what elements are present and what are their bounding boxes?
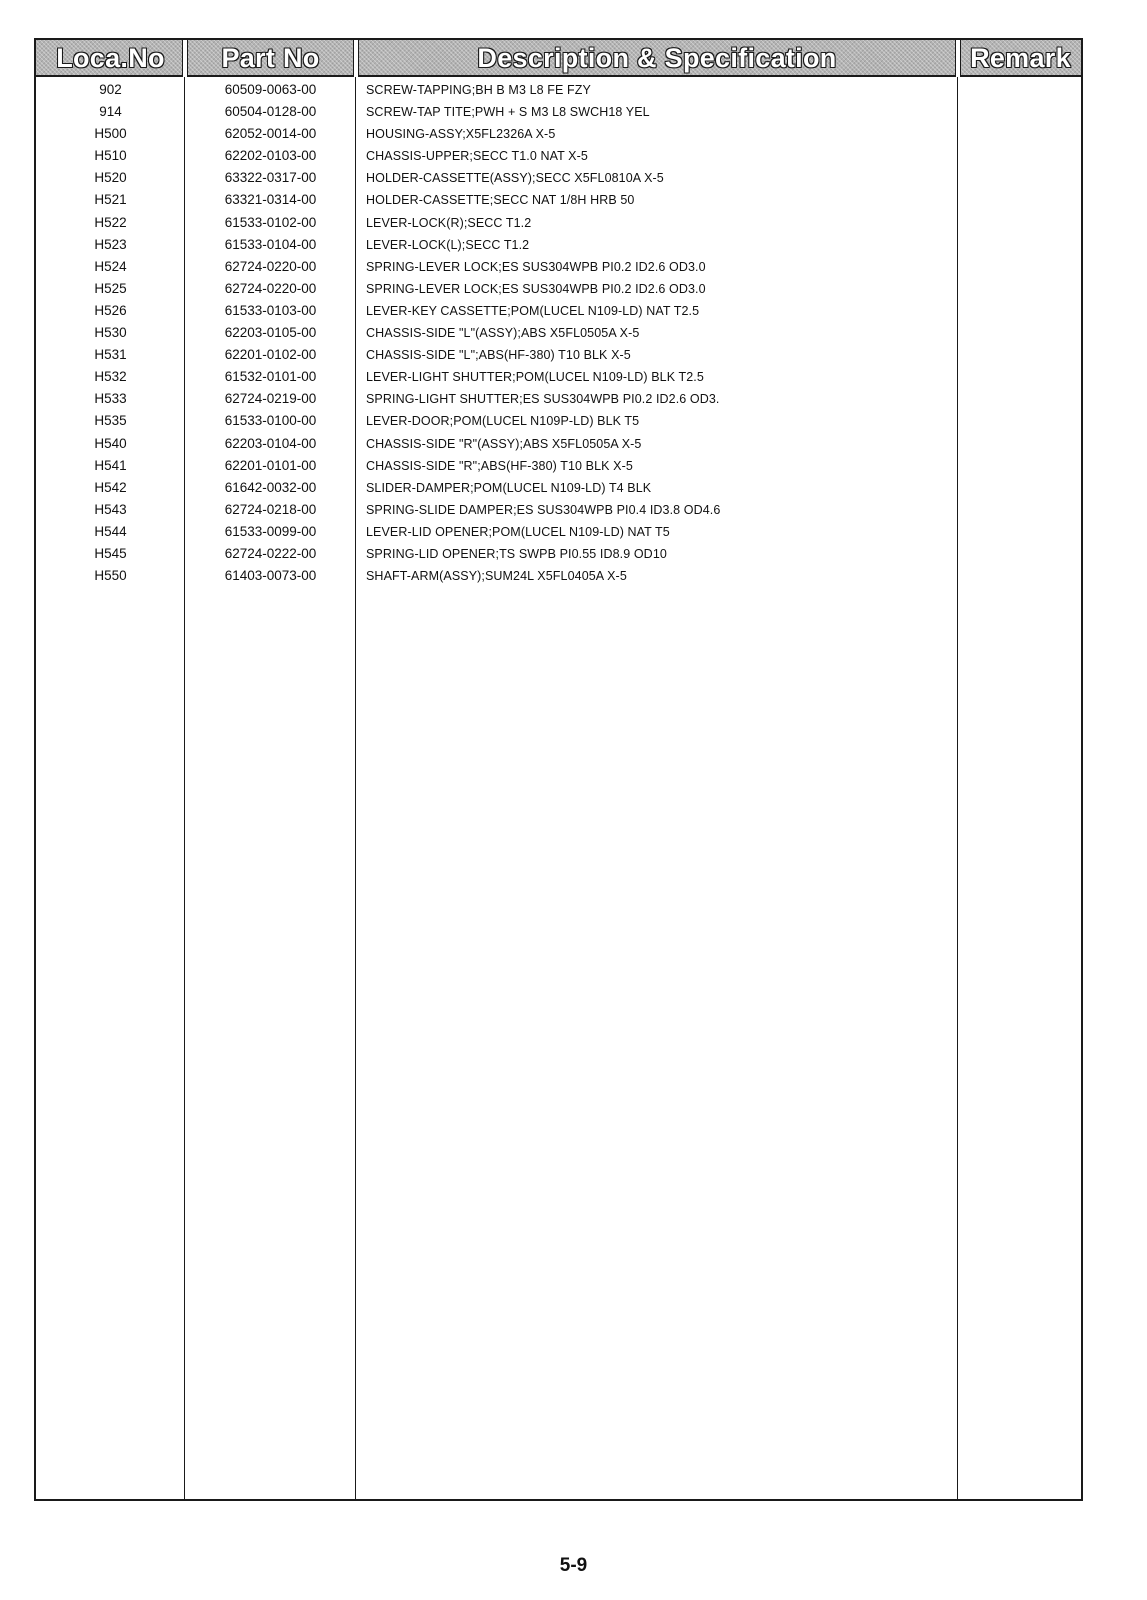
- parts-list-table: [34, 38, 1083, 1501]
- header-remark: Remark: [970, 43, 1071, 73]
- cell-description: SHAFT-ARM(ASSY);SUM24L X5FL0405A X-5: [366, 569, 627, 584]
- table-row: [36, 300, 1081, 322]
- table-row: [36, 344, 1081, 366]
- table-row: [36, 565, 1081, 587]
- cell-part-no: 61533-0103-00: [224, 302, 317, 318]
- table-row: [36, 477, 1081, 499]
- cell-part-no: 62724-0220-00: [224, 280, 317, 296]
- cell-loca-no: H500: [94, 126, 127, 142]
- cell-description: SLIDER-DAMPER;POM(LUCEL N109-LD) T4 BLK: [366, 480, 652, 495]
- cell-description: SPRING-LIGHT SHUTTER;ES SUS304WPB PI0.2 ID2.6 OD3.: [366, 392, 720, 407]
- table-row: [36, 433, 1081, 455]
- cell-part-no: 60509-0063-00: [224, 82, 317, 97]
- table-row: [36, 189, 1081, 211]
- table-row: [36, 101, 1081, 123]
- table-row: [36, 455, 1081, 477]
- header-description: Description & Specification: [477, 43, 837, 73]
- cell-loca-no: H521: [94, 192, 127, 208]
- cell-loca-no: H530: [94, 325, 127, 341]
- cell-part-no: 61403-0073-00: [224, 568, 317, 584]
- cell-part-no: 62202-0103-00: [224, 148, 317, 164]
- table-row: [36, 543, 1081, 565]
- cell-loca-no: H520: [94, 170, 127, 186]
- cell-loca-no: H526: [94, 302, 127, 318]
- cell-description: SCREW-TAPPING;BH B M3 L8 FE FZY: [366, 83, 591, 97]
- cell-description: HOLDER-CASSETTE(ASSY);SECC X5FL0810A X-5: [366, 171, 664, 186]
- cell-description: SPRING-LEVER LOCK;ES SUS304WPB PI0.2 ID2.6 OD3.0: [366, 259, 706, 274]
- cell-description: CHASSIS-SIDE "R";ABS(HF-380) T10 BLK X-5: [366, 458, 633, 473]
- table-row: [36, 167, 1081, 189]
- cell-loca-no: H535: [94, 413, 127, 429]
- table-row: [36, 123, 1081, 145]
- table-row: [36, 212, 1081, 234]
- cell-loca-no: H510: [94, 148, 127, 164]
- cell-part-no: 61533-0102-00: [224, 214, 317, 230]
- cell-description: CHASSIS-SIDE "L"(ASSY);ABS X5FL0505A X-5: [366, 326, 640, 341]
- table-body: [36, 79, 1081, 587]
- cell-part-no: 60504-0128-00: [224, 104, 317, 120]
- table-row: [36, 79, 1081, 101]
- header-divider: [182, 40, 188, 77]
- table-row: [36, 410, 1081, 432]
- table-row: [36, 234, 1081, 256]
- table-row: [36, 322, 1081, 344]
- table-row: [36, 278, 1081, 300]
- cell-description: CHASSIS-SIDE "L";ABS(HF-380) T10 BLK X-5: [366, 348, 631, 363]
- cell-description: SPRING-SLIDE DAMPER;ES SUS304WPB PI0.4 ID3.8 OD4.6: [366, 502, 721, 517]
- cell-part-no: 62724-0219-00: [224, 391, 317, 407]
- cell-description: HOUSING-ASSY;X5FL2326A X-5: [366, 127, 556, 142]
- cell-loca-no: H523: [94, 236, 127, 252]
- cell-part-no: 61642-0032-00: [224, 479, 317, 495]
- cell-part-no: 61533-0104-00: [224, 236, 317, 252]
- cell-description: LEVER-DOOR;POM(LUCEL N109P-LD) BLK T5: [366, 414, 640, 429]
- cell-loca-no: 902: [99, 82, 122, 97]
- cell-loca-no: H545: [94, 545, 127, 561]
- cell-description: SPRING-LID OPENER;TS SWPB PI0.55 ID8.9 OD10: [366, 546, 667, 561]
- table-row: [36, 145, 1081, 167]
- cell-loca-no: H541: [94, 457, 127, 473]
- cell-part-no: 63321-0314-00: [224, 192, 317, 208]
- header-divider: [955, 40, 961, 77]
- cell-part-no: 62201-0101-00: [224, 457, 317, 473]
- cell-part-no: 62203-0104-00: [224, 435, 317, 451]
- cell-loca-no: H543: [94, 501, 127, 517]
- cell-part-no: 62203-0105-00: [224, 325, 317, 341]
- page-number: 5-9: [559, 1555, 588, 1576]
- table-header: [36, 40, 1081, 77]
- cell-loca-no: H542: [94, 479, 127, 495]
- cell-part-no: 61533-0100-00: [224, 413, 317, 429]
- cell-description: CHASSIS-UPPER;SECC T1.0 NAT X-5: [366, 149, 588, 164]
- cell-loca-no: H532: [94, 369, 127, 385]
- cell-part-no: 62724-0218-00: [224, 501, 317, 517]
- table-row: [36, 388, 1081, 410]
- cell-loca-no: 914: [99, 104, 122, 120]
- table-row: [36, 366, 1081, 388]
- cell-description: LEVER-LID OPENER;POM(LUCEL N109-LD) NAT T5: [366, 524, 670, 539]
- cell-description: HOLDER-CASSETTE;SECC NAT 1/8H HRB 50: [366, 193, 635, 208]
- cell-part-no: 62724-0220-00: [224, 258, 317, 274]
- cell-description: LEVER-LOCK(L);SECC T1.2: [366, 237, 530, 252]
- table-row: [36, 256, 1081, 278]
- cell-description: LEVER-LIGHT SHUTTER;POM(LUCEL N109-LD) BLK T2.5: [366, 370, 704, 385]
- cell-part-no: 62724-0222-00: [224, 545, 317, 561]
- cell-loca-no: H533: [94, 391, 127, 407]
- cell-loca-no: H544: [94, 523, 127, 539]
- header-part-no: Part No: [221, 43, 320, 73]
- cell-loca-no: H540: [94, 435, 127, 451]
- cell-description: CHASSIS-SIDE "R"(ASSY);ABS X5FL0505A X-5: [366, 436, 642, 451]
- cell-description: SPRING-LEVER LOCK;ES SUS304WPB PI0.2 ID2.6 OD3.0: [366, 281, 706, 296]
- cell-loca-no: H522: [94, 214, 127, 230]
- cell-description: LEVER-KEY CASSETTE;POM(LUCEL N109-LD) NAT T2.5: [366, 303, 700, 318]
- header-loca-no: Loca.No: [56, 43, 165, 73]
- table-row: [36, 521, 1081, 543]
- cell-description: SCREW-TAP TITE;PWH + S M3 L8 SWCH18 YEL: [366, 105, 650, 120]
- cell-description: LEVER-LOCK(R);SECC T1.2: [366, 215, 532, 230]
- table-row: [36, 499, 1081, 521]
- cell-part-no: 63322-0317-00: [224, 170, 317, 186]
- cell-loca-no: H550: [94, 568, 127, 584]
- header-divider: [353, 40, 359, 77]
- cell-part-no: 61532-0101-00: [224, 369, 317, 385]
- cell-part-no: 61533-0099-00: [224, 523, 317, 539]
- cell-loca-no: H524: [94, 258, 127, 274]
- cell-part-no: 62201-0102-00: [224, 347, 317, 363]
- cell-part-no: 62052-0014-00: [224, 126, 317, 142]
- cell-loca-no: H525: [94, 280, 127, 296]
- cell-loca-no: H531: [94, 347, 127, 363]
